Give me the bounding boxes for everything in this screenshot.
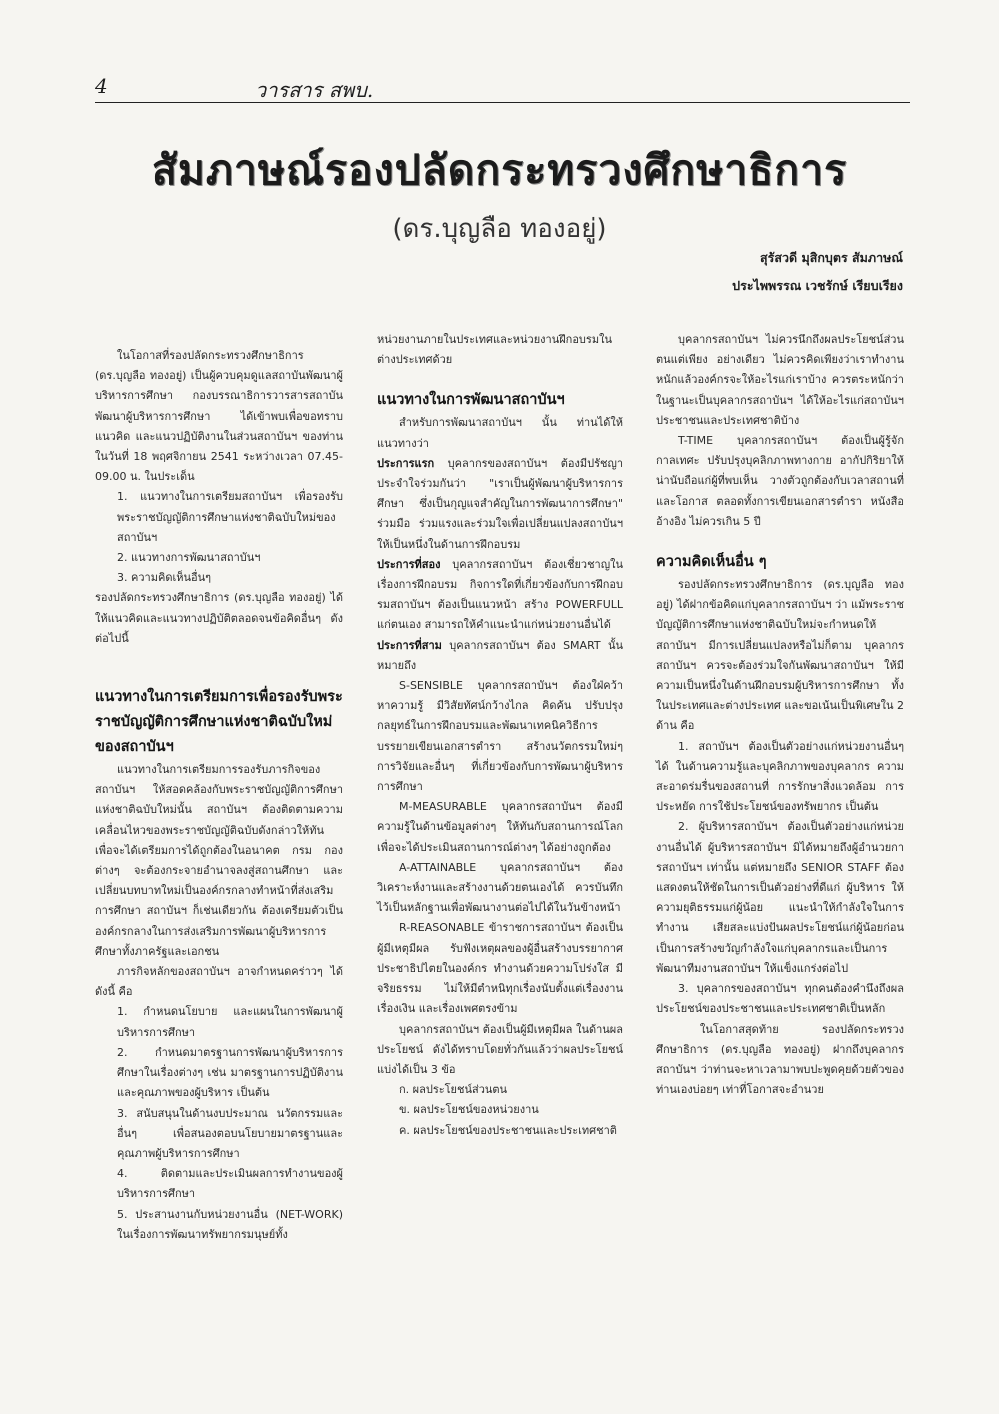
principle-second-label: ประการที่สอง (377, 557, 441, 571)
intro-paragraph: ในโอกาสที่รองปลัดกระทรวงศึกษาธิการ (ดร.บุญลือ ทองอยู่) เป็นผู้ควบคุมดูแลสถาบันพัฒนาผู้บริหารการศึกษา กองบรรณาธิการวารสารสถาบันพัฒนาผู้บริหารการศึกษา ได้เข้าพบเพื่อขอทราบแนวคิด และแนวปฏิบัติงานในส่วนสถาบันฯ ของท่านในวันที่ 18 พฤศจิกายน 2541 ระหว่างเวลา 07.45-09.00 น. ในประเด็น (95, 349, 343, 484)
smart-m: M-MEASURABLE บุคลากรสถาบันฯ ต้องมีความรู้ในด้านข้อมูลต่างๆ ให้ทันกับสถานการณ์โลก เพื่อจะได้ประเมินสถานการณ์ต่างๆ ได้อย่างถูกต้อง (377, 800, 623, 854)
opinion-item-1: 1. สถาบันฯ ต้องเป็นตัวอย่างแก่หน่วยงานอื่นๆ ได้ ในด้านความรู้และบุคลิกภาพของบุคลากร ความสะอาดร่มรื่นของสถานที่ การรักษาสิ่งแวดล้อม การประหยัด การใช้ประโยชน์ของทรัพยากร เป็นต้น (656, 739, 904, 814)
topic-3: 3. ความคิดเห็นอื่นๆ (117, 571, 212, 585)
principle-first (377, 454, 623, 555)
principle-second-text: บุคลากรสถาบันฯ ต้องเชี่ยวชาญในเรื่องการฝึกอบรม กิจการใดที่เกี่ยวข้องกับการฝึกอบรมสถาบันฯ ต้องเป็นแนวหน้า สร้าง POWERFULL แก่ตนเอง สามารถให้คำแนะนำแก่หน่วยงานอื่นได้ (377, 557, 623, 632)
mission-item-2: 2. กำหนดมาตรฐานการพัฒนาผู้บริหารการศึกษาในเรื่องต่างๆ เช่น มาตรฐานการปฏิบัติงานและคุณภาพของผู้บริหาร เป็นต้น (117, 1045, 343, 1100)
section-heading-preparation: แนวทางในการเตรียมการเพื่อรองรับพระราชบัญญัติการศึกษาแห่งชาติฉบับใหม่ของสถาบันฯ (95, 689, 343, 756)
smart-s: S-SENSIBLE บุคลากรสถาบันฯ ต้องใฝ่คว้าหาความรู้ มีวิสัยทัศน์กว้างไกล คิดค้น ปรับปรุงกลยุทธ์ในการฝึกอบรมและพัฒนาเทคนิควิธีการบรรยายเขียนเอกสารตำรา สร้างนวัตกรรมใหม่ๆ การวิจัยและอื่นๆ ที่เกี่ยวข้องกับการพัฒนาผู้บริหารการศึกษา (377, 679, 623, 794)
mission-item-4: 4. ติดตามและประเมินผลการทำงานของผู้บริหารการศึกษา (117, 1167, 343, 1201)
opinion-item-3: 3. บุคลากรของสถาบันฯ ทุกคนต้องคำนึงถึงผลประโยชน์ของประชาชนและประเทศชาติเป็นหลัก (656, 982, 904, 1016)
section-heading-development: แนวทางในการพัฒนาสถาบันฯ (377, 392, 565, 409)
mission-item-1: 1. กำหนดนโยบาย และแผนในการพัฒนาผู้บริหารการศึกษา (117, 1005, 343, 1039)
mission-item-3: 3. สนับสนุนในด้านงบประมาณ นวัตกรรมและอื่นๆ เพื่อสนองตอบนโยบายมาตรฐานและคุณภาพผู้บริหารการศึกษา (117, 1106, 343, 1160)
smart-t: T-TIME บุคลากรสถาบันฯ ต้องเป็นผู้รู้จักกาลเทศะ ปรับปรุงบุคลิกภาพทางกาย อากัปกิริยาให้น่านับถือแก่ผู้ที่พบเห็น วางตัวถูกต้องกับเวลาสถานที่และโอกาส ตลอดทั้งการเขียนเอกสารตำรา หนังสือ อ้างอิง ไม่ควรเกิน 5 ปี (656, 434, 904, 528)
principle-first-label: ประการแรก (377, 456, 435, 470)
page-number: 4 (95, 74, 108, 98)
benefit-intro: บุคลากรสถาบันฯ ต้องเป็นผู้มีเหตุมีผล ในด้านผลประโยชน์ ดังได้ทราบโดยทั่วกันแล้วว่าผลประโยชน์แบ่งได้เป็น 3 ข้อ (377, 1022, 623, 1076)
column-1 (95, 346, 343, 1245)
benefit-item-2: ข. ผลประโยชน์ของหน่วยงาน (399, 1103, 539, 1117)
topic-2: 2. แนวทางการพัฒนาสถาบันฯ (117, 551, 261, 565)
development-intro: สำหรับการพัฒนาสถาบันฯ นั้น ท่านได้ให้แนวทางว่า (377, 416, 623, 450)
smart-r: R-REASONABLE ข้าราชการสถาบันฯ ต้องเป็นผู้มีเหตุมีผล รับฟังเหตุผลของผู้อื่นสร้างบรรยากาศประชาธิปไตยในองค์กร ทำงานด้วยความโปร่งใส มีจริยธรรม ไม่ให้มีตำหนิทุกเรื่องนับตั้งแต่เรื่องงาน เรื่องเงิน และเรื่องเพศตรงข้าม (377, 921, 623, 1016)
continued-paragraph: หน่วยงานภายในประเทศและหน่วยงานฝึกอบรมในต่างประเทศด้วย (377, 333, 612, 367)
byline-editor: ประไพพรรณ เวชรักษ์ เรียบเรียง (732, 278, 903, 293)
topic-1: 1. แนวทางในการเตรียมสถาบันฯ เพื่อรองรับพระราชบัญญัติการศึกษาแห่งชาติฉบับใหม่ของสถาบันฯ (117, 490, 343, 544)
preparation-paragraph: แนวทางในการเตรียมการรองรับภารกิจของสถาบันฯ ให้สอดคล้องกับพระราชบัญญัติการศึกษาแห่งชาติฉบับใหม่นั้น สถาบันฯ ต้องติดตามความเคลื่อนไหวของพระราชบัญญัติฉบับดังกล่าวให้ทัน เพื่อจะได้เตรียมการได้ถูกต้องในอนาคต กรม กองต่างๆ จะต้องกระจายอำนาจลงสู่สถานศึกษา และเปลี่ยนบทบาทใหม่เป็นองค์กรกลางทำหน้าที่ส่งเสริมการศึกษา สถาบันฯ ก็เช่นเดียวกัน ต้องเตรียมตัวเป็นองค์กรกลางในการส่งเสริมการพัฒนาผู้บริหารการศึกษาทั้งภาครัฐและเอกชน (95, 763, 343, 958)
principle-third-label: ประการที่สาม (377, 638, 442, 652)
mission-item-5: 5. ประสานงานกับหน่วยงานอื่น (NET-WORK) ในเรื่องการพัฒนาทรัพยากรมนุษย์ทั้ง (117, 1207, 343, 1241)
byline-interviewer: สุรัสวดี มุสิกบุตร สัมภาษณ์ (760, 250, 903, 265)
journal-name: วารสาร สพบ. (255, 78, 374, 102)
lead-paragraph: รองปลัดกระทรวงศึกษาธิการ (ดร.บุญลือ ทองอยู่) ได้ให้แนวคิดและแนวทางปฏิบัติตลอดจนข้อคิดอื่นๆ ดังต่อไปนี้ (95, 591, 343, 645)
principle-third-text: บุคลากรสถาบันฯ ต้อง SMART นั้น หมายถึง (377, 638, 623, 672)
principle-first-text: บุคลากรของสถาบันฯ ต้องมีปรัชญาประจำใจร่วมกันว่า "เราเป็นผู้พัฒนาผู้บริหารการศึกษา ซึ่งเป็นกุญแจสำคัญในการพัฒนาการศึกษา" ร่วมมือ ร่วมแรงและร่วมใจเพื่อเปลี่ยนแปลงสถาบันฯ ให้เป็นหนึ่งในด้านการฝึกอบรม (377, 456, 623, 551)
section-heading-other-opinions: ความคิดเห็นอื่น ๆ (656, 554, 767, 571)
benefit-item-3: ค. ผลประโยชน์ของประชาชนและประเทศชาติ (399, 1123, 617, 1137)
opinion-item-2: 2. ผู้บริหารสถาบันฯ ต้องเป็นตัวอย่างแก่หน่วยงานอื่นได้ ผู้บริหารสถาบันฯ มิได้หมายถึงผู้อำนวยการสถาบันฯ เท่านั้น แต่หมายถึง SENIOR STAFF ต้องแสดงตนให้ชัดในการเป็นตัวอย่างที่ดีแก่ ผู้บริหาร ให้ความยุติธรรมแก่ผู้น้อย แนะนำให้กำลังใจในการทำงาน เสียสละแบ่งปันผลประโยชน์แก่ผู้น้อยก่อน เป็นการสร้างขวัญกำลังใจแก่บุคลากรและเป็นการพัฒนาทีมงานสถาบันฯ ให้แข็งแกร่งต่อไป (656, 820, 904, 975)
mission-intro: ภารกิจหลักของสถาบันฯ อาจกำหนดคร่าวๆ ได้ดังนี้ คือ (95, 965, 343, 999)
principle-second (377, 555, 623, 636)
article-subtitle: (ดร.บุญลือ ทองอยู่) (392, 214, 607, 244)
byline (732, 244, 903, 300)
closing-paragraph: ในโอกาสสุดท้าย รองปลัดกระทรวงศึกษาธิการ (ดร.บุญลือ ทองอยู่) ฝากถึงบุคลากรสถาบันฯ ว่าท่านจะหาเวลามาพบปะพูดคุยด้วยตัวของท่านเองบ่อยๆ เท่าที่โอกาสจะอำนวย (656, 1022, 904, 1097)
column-2 (377, 330, 623, 1141)
benefit-item-1: ก. ผลประโยชน์ส่วนตน (399, 1083, 508, 1097)
principle-third (377, 636, 623, 676)
personnel-paragraph: บุคลากรสถาบันฯ ไม่ควรนึกถึงผลประโยชน์ส่วนตนแต่เพียง อย่างเดียว ไม่ควรคิดเพียงว่าเราทำงานหนักแล้วองค์กรจะให้อะไรแก่เราบ้าง ควรตระหนักว่าในฐานะเป็นบุคลากรสถาบันฯ ได้ให้อะไรแก่สถาบันฯ ประชาชนและประเทศชาติบ้าง (656, 333, 904, 427)
column-3 (656, 330, 904, 1100)
page-header (95, 74, 910, 103)
smart-a: A-ATTAINABLE บุคลากรสถาบันฯ ต้องวิเคราะห์งานและสร้างงานด้วยตนเองได้ ควรบันทึกไว้เป็นหลักฐานเพื่อพัฒนางานต่อไปได้ในวันข้างหน้า (377, 860, 623, 915)
opinions-paragraph: รองปลัดกระทรวงศึกษาธิการ (ดร.บุญลือ ทองอยู่) ได้ฝากข้อคิดแก่บุคลากรสถาบันฯ ว่า แม้พระราชบัญญัติการศึกษาแห่งชาติฉบับใหม่จะกำหนดให้สถาบันฯ มีการเปลี่ยนแปลงหรือไม่ก็ตาม บุคลากรสถาบันฯ ควรจะต้องร่วมใจกันพัฒนาสถาบันฯ ให้มีความเป็นหนึ่งในด้านฝึกอบรมผู้บริหารการศึกษา ทั้งในประเทศและต่างประเทศ และขอเน้นเป็นพิเศษใน 2 ด้าน คือ (656, 578, 904, 733)
article-title: สัมภาษณ์รองปลัดกระทรวงศึกษาธิการ (151, 146, 848, 194)
